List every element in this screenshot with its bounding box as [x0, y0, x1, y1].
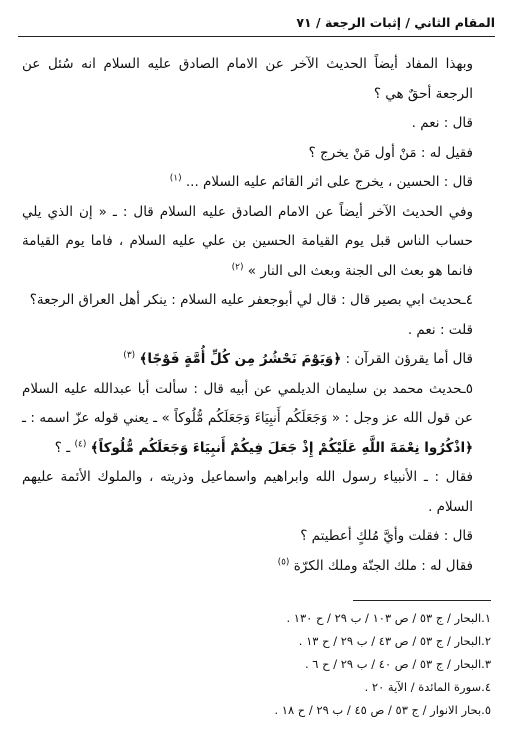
paragraph-text: وبهذا المفاد أيضاً الحديث الآخر عن الامام الصادق عليه السلام انه سُئل عن الرجعة أحقٌ هي ؟	[22, 56, 473, 102]
footnote-marker: (٢)	[231, 262, 244, 272]
paragraph	[22, 198, 491, 287]
footnote-marker: (٤)	[74, 439, 87, 449]
paragraph-text: فقال : ـ الأنبياء رسول الله وابراهيم واسماعيل وذريته ، والملوك الأئمة عليهم السلام .	[22, 469, 473, 515]
paragraph-text: قلت : نعم .	[407, 321, 473, 338]
body-text	[22, 50, 491, 581]
paragraph-text: قال : الحسين ، يخرج على اثر القائم عليه السلام ...	[185, 174, 473, 190]
paragraph	[22, 109, 491, 139]
footnote-marker: (٥)	[277, 557, 290, 567]
paragraph-text: قال أما يقرؤن القرآن :	[341, 351, 473, 367]
paragraph	[22, 316, 491, 346]
paragraph	[22, 552, 491, 582]
footnote: ٤.سورة المائدة / الآية ٢٠ .	[364, 680, 491, 694]
paragraph-text: ٤ـحديث ابي بصير قال : قال لي أبوجعفر عليه السلام : ينكر أهل العراق الرجعة؟	[29, 292, 473, 308]
paragraph-text: فقيل له : مَنْ أول مَنْ يخرج ؟	[308, 144, 473, 161]
paragraph	[22, 375, 491, 464]
paragraph-tail: ـ ؟	[54, 439, 71, 456]
paragraph	[22, 286, 491, 316]
footnote-marker: (١)	[169, 173, 182, 184]
footnote-divider	[353, 600, 491, 601]
footnotes	[22, 607, 491, 722]
footnote: ٢.البحار / ج ٥٣ / ص ٤٣ / ب ٢٩ / ح ١٣ .	[298, 634, 491, 648]
page-header: المقام الثاني / إثبات الرجعة / ٧١	[18, 14, 495, 37]
paragraph	[22, 345, 491, 375]
paragraph	[22, 168, 491, 198]
paragraph	[22, 463, 491, 522]
paragraph	[22, 50, 491, 109]
quran-verse: ﴿وَيَوْمَ نَحْشُرُ مِن كُلِّ أُمَّةٍ فَوْجًا﴾	[139, 351, 342, 367]
paragraph-text: فقال له : ملك الجنّة وملك الكرّة	[293, 557, 473, 574]
paragraph	[22, 522, 491, 552]
paragraph-text: قال : نعم .	[411, 115, 473, 131]
paragraph-text: قال : فقلت وأيَّ مُلكٍ أعطيتم ؟	[300, 528, 473, 544]
footnote: ٣.البحار / ج ٥٣ / ص ٤٠ / ب ٢٩ / ح ٦ .	[304, 657, 491, 671]
quran-verse: ﴿اذْكُرُوا نِعْمَةَ اللَّهِ عَلَيْكُمْ إِذْ جَعَلَ فِيكُمْ أَنبِيَاءَ وَجَعَلَكُم مُّلُوكاً﴾	[90, 439, 473, 456]
footnote: ١.البحار / ج ٥٣ / ص ١٠٣ / ب ٢٩ / ح ١٣٠ .	[286, 611, 491, 625]
paragraph	[22, 139, 491, 169]
paragraph-text: ٥ـحديث محمد بن سليمان الديلمي عن أبيه قال : سألت أبا عبدالله عليه السلام عن قول الله عز وجل : « وَجَعَلَكُم أَنبِيَاءَ وَجَعَلَكُم مُّلُوكاً » ـ يعني قوله عزّ اسمه : ـ	[22, 380, 473, 426]
footnote-marker: (٣)	[123, 350, 136, 361]
footnote: ٥.بحار الانوار / ج ٥٣ / ص ٤٥ / ب ٢٩ / ح ١٨ .	[274, 703, 491, 717]
paragraph-text: وفي الحديث الآخر أيضاً عن الامام الصادق عليه السلام قال : ـ « إن الذي يلي حساب الناس قبل يوم القيامة الحسين بن علي عليه السلام ، فاما يوم القيامة فانما هو بعث الى الجنة وبعث الى النار »	[22, 203, 473, 279]
